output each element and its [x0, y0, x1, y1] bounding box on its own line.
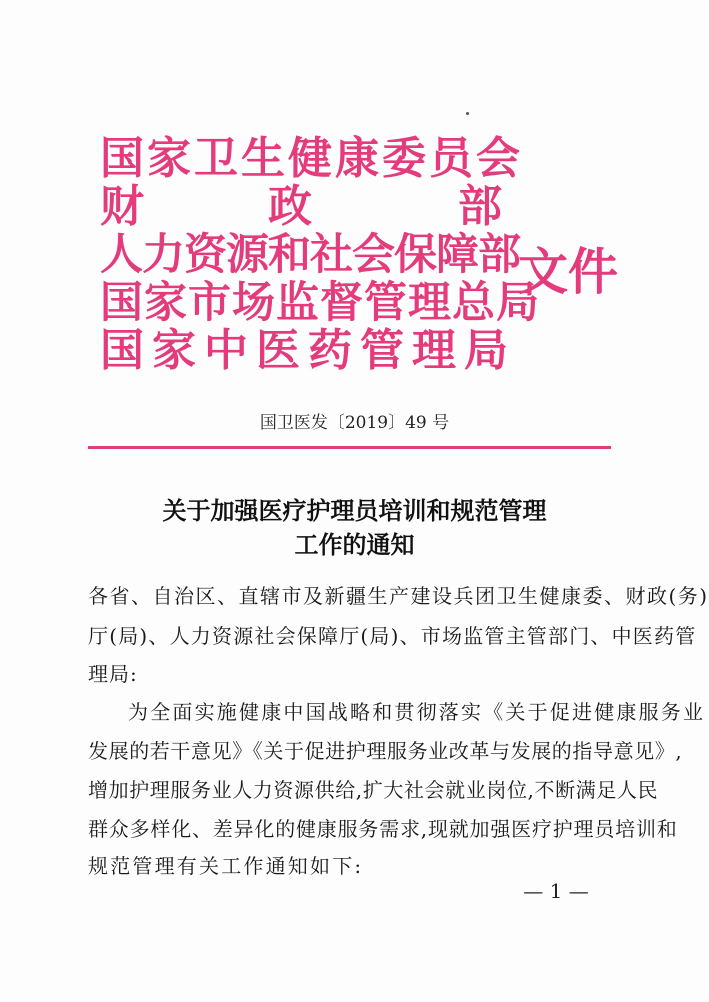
- notice-title-line-2: 工作的通知: [294, 531, 415, 559]
- red-divider: [88, 446, 611, 449]
- body-line: 厅(局)、人力资源社会保障厅(局)、市场监管主管部门、中医药管: [88, 624, 697, 648]
- body-line: 发展的若干意见》《关于促进护理服务业改革与发展的指导意见》,: [88, 739, 683, 763]
- agency-tcm-administration: 国家中医药管理局: [100, 325, 516, 376]
- body-line: 规范管理有关工作通知如下:: [88, 854, 364, 878]
- page-number: — 1 —: [523, 879, 589, 903]
- scan-speck: [466, 112, 469, 115]
- body-line: 为全面实施健康中国战略和贯彻落实《关于促进健康服务业: [128, 700, 706, 724]
- finance-char-2: 政: [268, 181, 312, 232]
- agency-ministry-of-finance: [100, 183, 505, 231]
- agency-human-resources: 人力资源和社会保障部: [100, 230, 520, 280]
- agency-health-commission: 国家卫生健康委员会: [100, 133, 523, 184]
- finance-char-3: 部: [458, 181, 502, 232]
- body-line: 增加护理服务业人力资源供给,扩大社会就业岗位,不断满足人民: [88, 778, 659, 802]
- notice-title-line-1: 关于加强医疗护理员培训和规范管理: [162, 497, 547, 525]
- finance-char-1: 财: [100, 181, 144, 232]
- document-number: 国卫医发〔2019〕49 号: [259, 413, 450, 433]
- body-line: 群众多样化、差异化的健康服务需求,现就加强医疗护理员培训和: [88, 817, 678, 841]
- body-line: 理局:: [88, 662, 138, 686]
- agency-market-regulation: 国家市场监督管理总局: [100, 278, 540, 328]
- body-line: 各省、自治区、直辖市及新疆生产建设兵团卫生健康委、财政(务): [88, 584, 709, 608]
- doc-type-label: 文件: [518, 242, 618, 301]
